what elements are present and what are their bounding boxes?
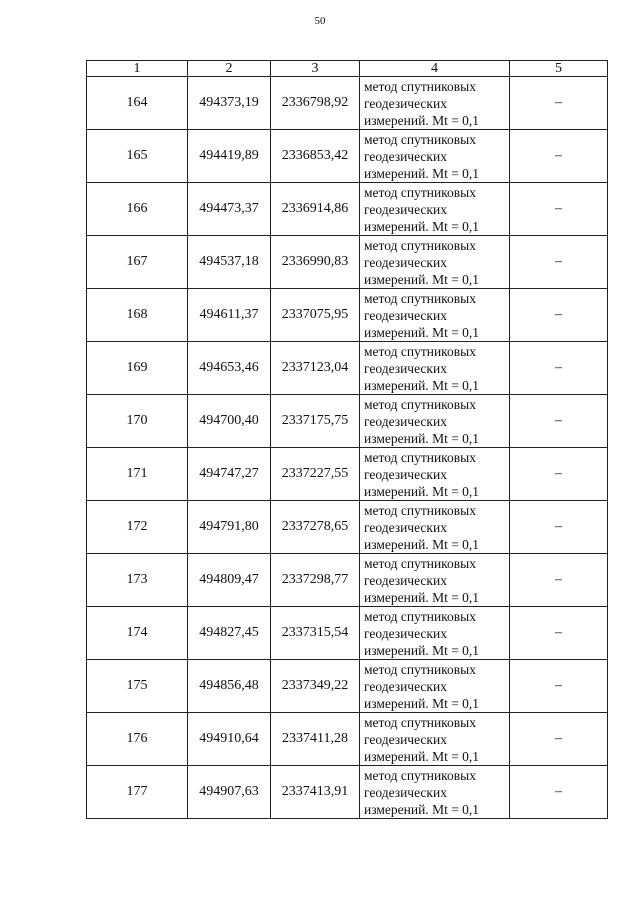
table-body [87, 77, 608, 819]
method-text-line: метод спутниковых [364, 237, 476, 253]
x-coordinate-cell: 494537,18 [188, 236, 271, 289]
point-number-cell: 168 [87, 289, 188, 342]
method-text-line: метод спутниковых [364, 767, 476, 783]
header-row [87, 61, 608, 77]
accuracy-cell: – [510, 713, 608, 766]
method-cell [360, 183, 510, 236]
method-text-line: измерений. Mt = 0,1 [364, 430, 480, 446]
x-coordinate-cell: 494809,47 [188, 554, 271, 607]
table-row [87, 554, 608, 607]
method-cell [360, 342, 510, 395]
accuracy-cell: – [510, 236, 608, 289]
accuracy-cell: – [510, 501, 608, 554]
method-text-line: измерений. Mt = 0,1 [364, 589, 480, 605]
method-text-line: геодезических [364, 625, 447, 641]
method-text-line: метод спутниковых [364, 449, 476, 465]
point-number-cell: 166 [87, 183, 188, 236]
table-row [87, 289, 608, 342]
table-row [87, 395, 608, 448]
header-cell: 3 [271, 61, 360, 77]
accuracy-cell: – [510, 342, 608, 395]
method-text-line: измерений. Mt = 0,1 [364, 642, 480, 658]
header-cell: 1 [87, 61, 188, 77]
method-text-line: геодезических [364, 254, 447, 270]
method-text-line: метод спутниковых [364, 78, 476, 94]
accuracy-cell: – [510, 77, 608, 130]
method-text-line: измерений. Mt = 0,1 [364, 483, 480, 499]
table-row [87, 713, 608, 766]
point-number-cell: 171 [87, 448, 188, 501]
y-coordinate-cell: 2336798,92 [271, 77, 360, 130]
accuracy-cell: – [510, 448, 608, 501]
method-text-line: метод спутниковых [364, 290, 476, 306]
method-cell [360, 236, 510, 289]
table-row [87, 236, 608, 289]
table-row [87, 448, 608, 501]
y-coordinate-cell: 2337349,22 [271, 660, 360, 713]
x-coordinate-cell: 494653,46 [188, 342, 271, 395]
x-coordinate-cell: 494373,19 [188, 77, 271, 130]
x-coordinate-cell: 494907,63 [188, 766, 271, 819]
method-text-line: метод спутниковых [364, 555, 476, 571]
point-number-cell: 164 [87, 77, 188, 130]
x-coordinate-cell: 494910,64 [188, 713, 271, 766]
point-number-cell: 170 [87, 395, 188, 448]
method-cell [360, 607, 510, 660]
point-number-cell: 172 [87, 501, 188, 554]
point-number-cell: 174 [87, 607, 188, 660]
method-cell [360, 501, 510, 554]
method-text-line: геодезических [364, 731, 447, 747]
method-text-line: геодезических [364, 148, 447, 164]
accuracy-cell: – [510, 554, 608, 607]
table-row [87, 130, 608, 183]
table-row [87, 77, 608, 130]
method-text-line: геодезических [364, 95, 447, 111]
method-text-line: метод спутниковых [364, 184, 476, 200]
y-coordinate-cell: 2336990,83 [271, 236, 360, 289]
point-number-cell: 165 [87, 130, 188, 183]
x-coordinate-cell: 494791,80 [188, 501, 271, 554]
point-number-cell: 173 [87, 554, 188, 607]
method-text-line: измерений. Mt = 0,1 [364, 218, 480, 234]
header-cell: 2 [188, 61, 271, 77]
x-coordinate-cell: 494856,48 [188, 660, 271, 713]
y-coordinate-cell: 2337298,77 [271, 554, 360, 607]
method-text-line: измерений. Mt = 0,1 [364, 112, 480, 128]
point-number-cell: 176 [87, 713, 188, 766]
x-coordinate-cell: 494700,40 [188, 395, 271, 448]
header-cell: 5 [510, 61, 608, 77]
coordinates-table [86, 60, 608, 819]
method-text-line: геодезических [364, 678, 447, 694]
table-header [87, 61, 608, 77]
accuracy-cell: – [510, 395, 608, 448]
table-row [87, 501, 608, 554]
point-number-cell: 167 [87, 236, 188, 289]
method-text-line: геодезических [364, 201, 447, 217]
y-coordinate-cell: 2337413,91 [271, 766, 360, 819]
y-coordinate-cell: 2337075,95 [271, 289, 360, 342]
method-cell [360, 766, 510, 819]
method-text-line: метод спутниковых [364, 661, 476, 677]
method-cell [360, 554, 510, 607]
accuracy-cell: – [510, 130, 608, 183]
method-text-line: измерений. Mt = 0,1 [364, 748, 480, 764]
method-text-line: геодезических [364, 572, 447, 588]
table-row [87, 342, 608, 395]
y-coordinate-cell: 2337123,04 [271, 342, 360, 395]
table-row [87, 607, 608, 660]
page-number: 50 [314, 15, 326, 27]
accuracy-cell: – [510, 766, 608, 819]
method-text-line: измерений. Mt = 0,1 [364, 324, 480, 340]
method-cell [360, 130, 510, 183]
method-text-line: метод спутниковых [364, 608, 476, 624]
y-coordinate-cell: 2337175,75 [271, 395, 360, 448]
x-coordinate-cell: 494419,89 [188, 130, 271, 183]
method-text-line: метод спутниковых [364, 396, 476, 412]
method-text-line: метод спутниковых [364, 714, 476, 730]
table-row [87, 766, 608, 819]
accuracy-cell: – [510, 607, 608, 660]
method-cell [360, 77, 510, 130]
point-number-cell: 175 [87, 660, 188, 713]
method-text-line: измерений. Mt = 0,1 [364, 377, 480, 393]
method-text-line: геодезических [364, 784, 447, 800]
method-cell [360, 289, 510, 342]
method-text-line: геодезических [364, 413, 447, 429]
method-text-line: измерений. Mt = 0,1 [364, 271, 480, 287]
x-coordinate-cell: 494827,45 [188, 607, 271, 660]
accuracy-cell: – [510, 660, 608, 713]
x-coordinate-cell: 494611,37 [188, 289, 271, 342]
method-text-line: метод спутниковых [364, 502, 476, 518]
accuracy-cell: – [510, 183, 608, 236]
method-cell [360, 713, 510, 766]
x-coordinate-cell: 494747,27 [188, 448, 271, 501]
method-text-line: геодезических [364, 466, 447, 482]
method-text-line: измерений. Mt = 0,1 [364, 536, 480, 552]
method-text-line: геодезических [364, 307, 447, 323]
table-row [87, 660, 608, 713]
method-cell [360, 395, 510, 448]
method-text-line: измерений. Mt = 0,1 [364, 695, 480, 711]
y-coordinate-cell: 2336853,42 [271, 130, 360, 183]
method-text-line: измерений. Mt = 0,1 [364, 165, 480, 181]
method-text-line: геодезических [364, 519, 447, 535]
header-cell: 4 [360, 61, 510, 77]
y-coordinate-cell: 2337315,54 [271, 607, 360, 660]
method-cell [360, 660, 510, 713]
method-cell [360, 448, 510, 501]
y-coordinate-cell: 2337227,55 [271, 448, 360, 501]
y-coordinate-cell: 2336914,86 [271, 183, 360, 236]
y-coordinate-cell: 2337278,65 [271, 501, 360, 554]
x-coordinate-cell: 494473,37 [188, 183, 271, 236]
table-row [87, 183, 608, 236]
method-text-line: метод спутниковых [364, 131, 476, 147]
point-number-cell: 169 [87, 342, 188, 395]
method-text-line: геодезических [364, 360, 447, 376]
method-text-line: метод спутниковых [364, 343, 476, 359]
accuracy-cell: – [510, 289, 608, 342]
y-coordinate-cell: 2337411,28 [271, 713, 360, 766]
method-text-line: измерений. Mt = 0,1 [364, 801, 480, 817]
point-number-cell: 177 [87, 766, 188, 819]
